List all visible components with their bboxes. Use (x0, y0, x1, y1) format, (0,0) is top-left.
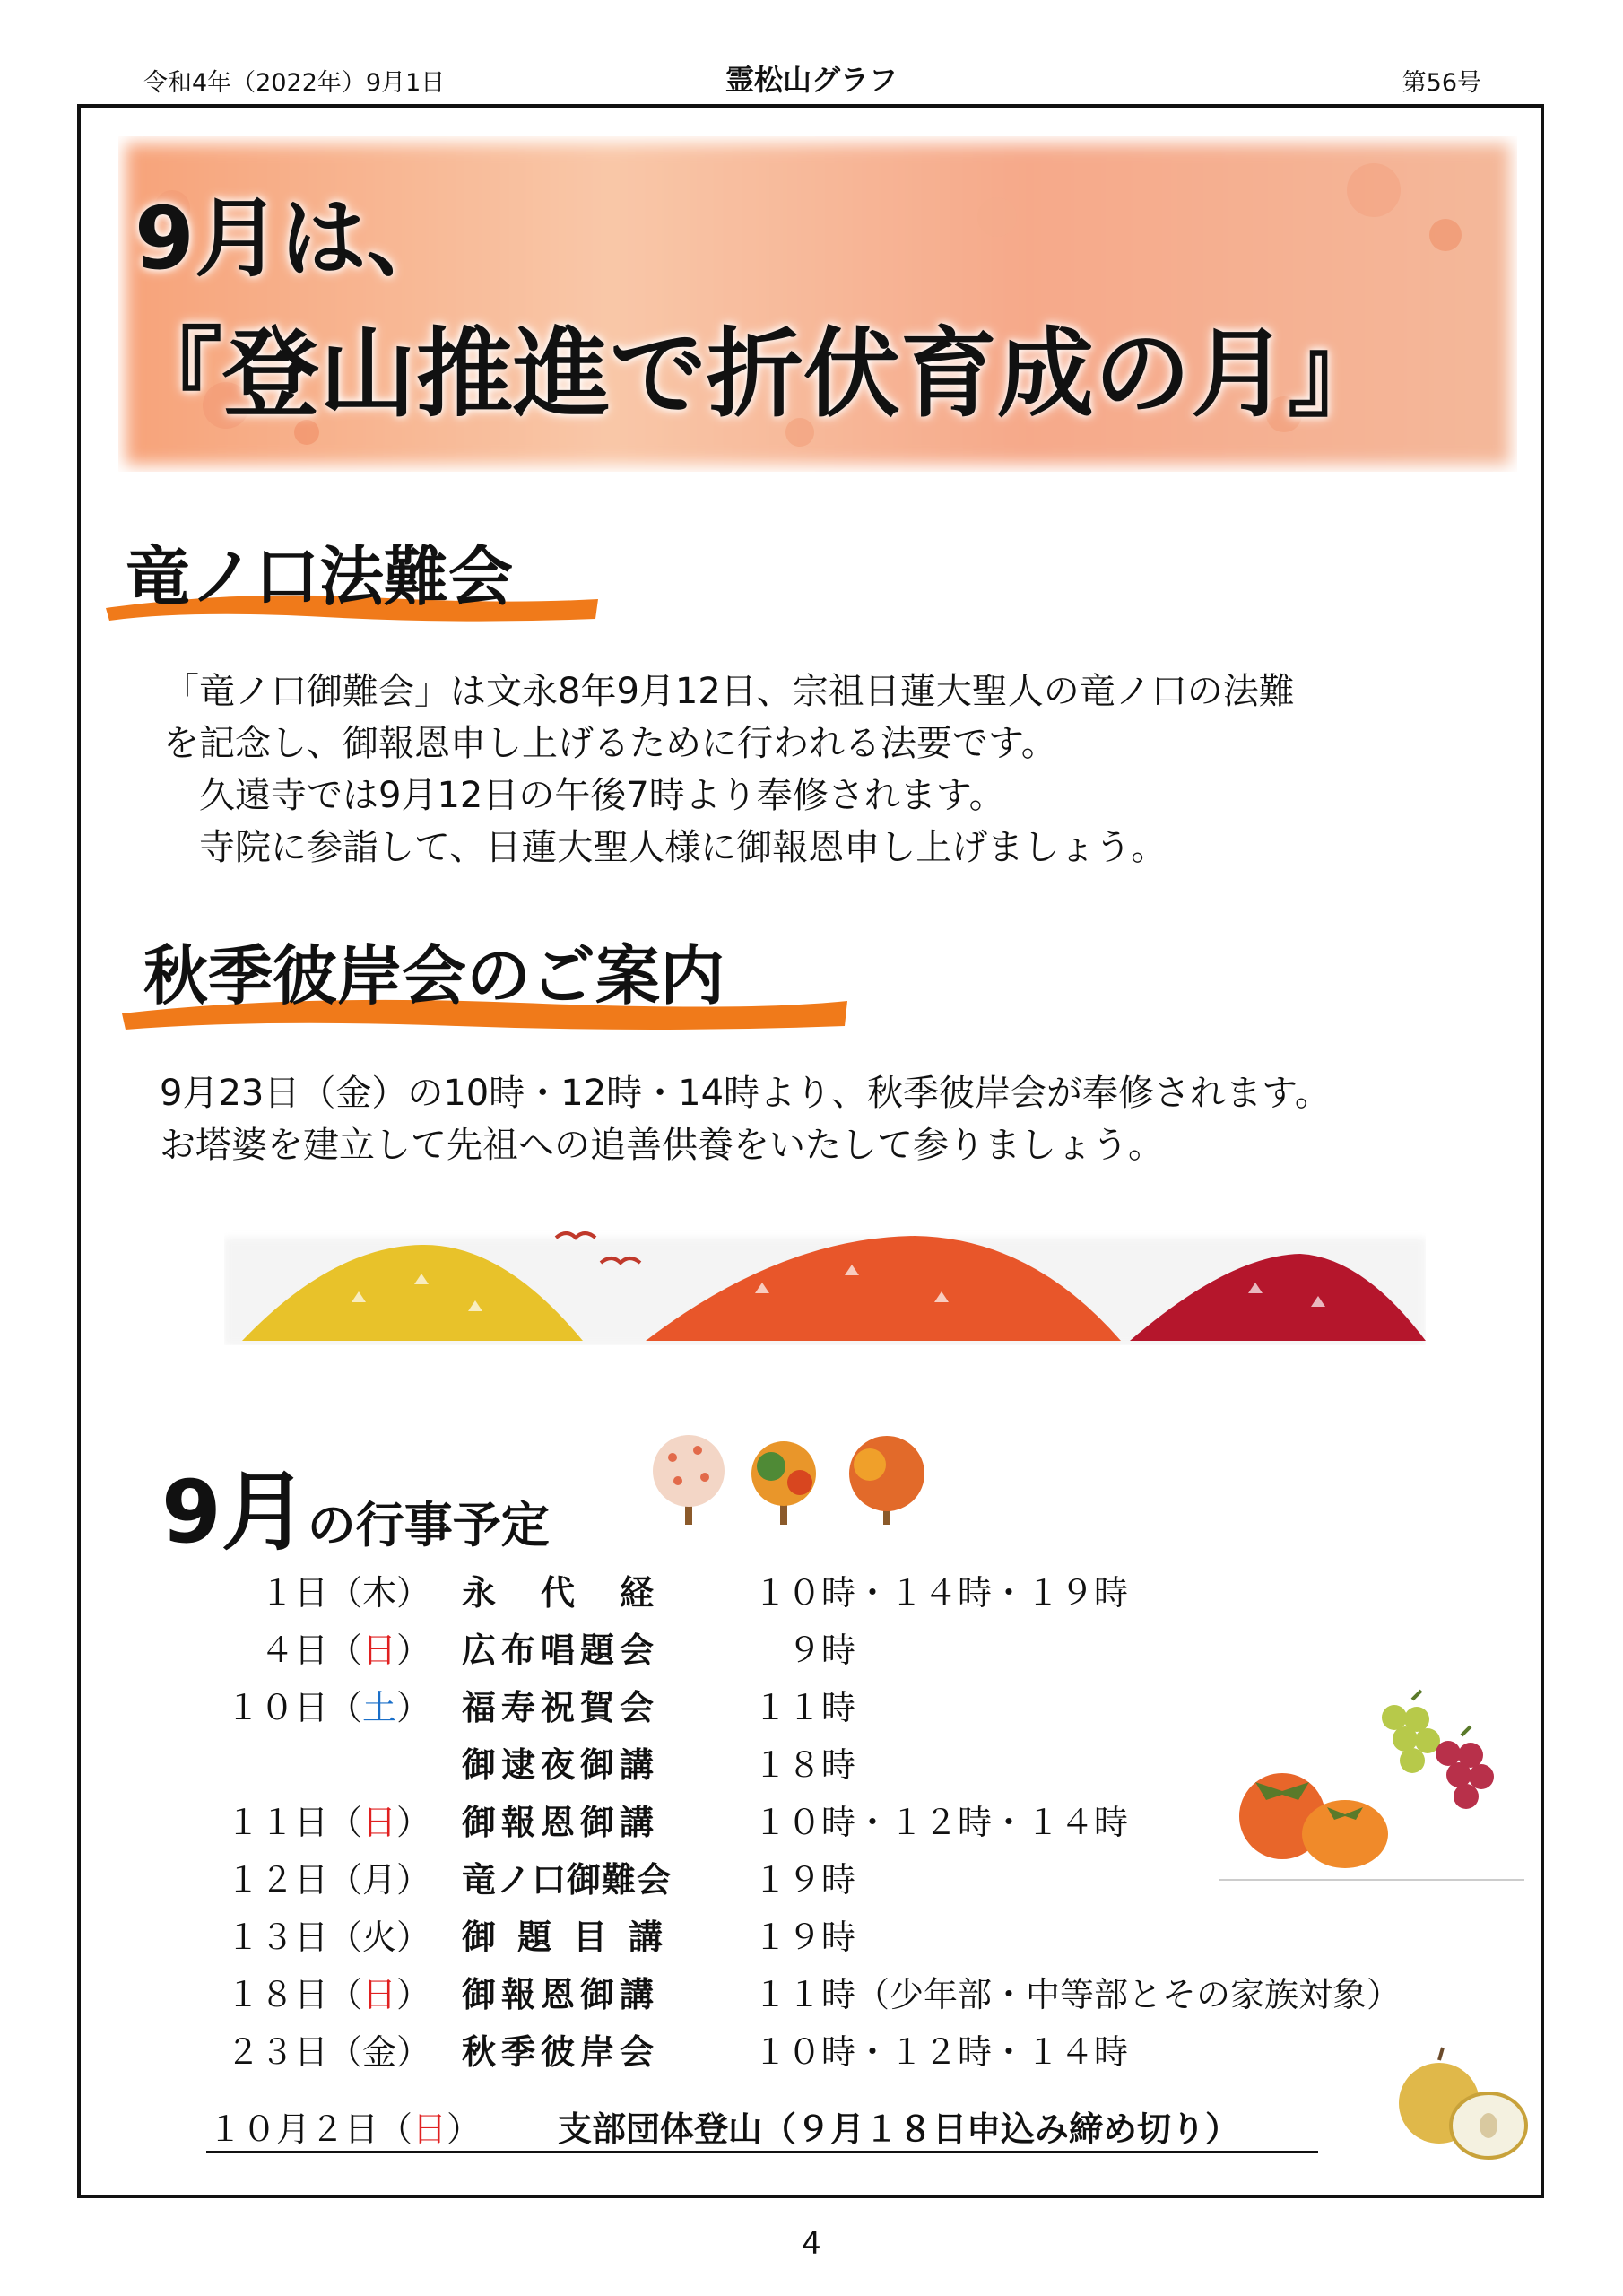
section-heading-higan: 秋季彼岸会のご案内 (143, 938, 725, 1013)
banner-title-line1: 9月は、 (135, 188, 453, 289)
event-time: １０時・１２時・１４時 (753, 1803, 1129, 1842)
event-date: １２日（月） (225, 1860, 430, 1900)
fruit-divider (1219, 1879, 1524, 1881)
pear-icon (1385, 2040, 1538, 2166)
event-time: １０時・１２時・１４時 (753, 2032, 1129, 2072)
text-line: 久遠寺では9月12日の午後7時より奉修されます。 (163, 775, 1005, 816)
event-date: １１日（日） (225, 1803, 430, 1842)
text-line: お塔婆を建立して先祖への追善供養をいたして参りましょう。 (160, 1125, 1164, 1166)
schedule-title (161, 1444, 550, 1567)
text-line: を記念し、御報恩申し上げるために行われる法要です。 (163, 723, 1057, 764)
banner-title-line2: 『登山推進で折伏育成の月』 (126, 318, 1385, 430)
event-time: １８時 (753, 1745, 856, 1785)
underline-divider (206, 2151, 1318, 2153)
schedule-title-label: の行事予定 (307, 1497, 550, 1553)
event-name: 広布唱題会 (462, 1631, 660, 1670)
section2-paragraph (160, 1067, 1331, 1171)
persimmon-icon (1219, 1682, 1524, 1879)
autumn-tree-icon (646, 1431, 942, 1529)
mountains-illustration (224, 1211, 1426, 1345)
event-date: １８日（日） (225, 1975, 430, 2014)
event-time: １９時 (753, 1918, 856, 1957)
event-name: 福寿祝賀会 (462, 1688, 660, 1727)
event-time: １１時 (753, 1688, 856, 1727)
text-line: 「竜ノ口御難会」は文永8年9月12日、宗祖日蓮大聖人の竜ノ口の法難 (163, 671, 1295, 712)
event-date: １３日（火） (225, 1918, 430, 1957)
issue-date: 令和4年（2022年）9月1日 (143, 69, 446, 97)
event-name: 御題目講 (462, 1918, 685, 1957)
grapes-icon (1382, 1691, 1494, 1809)
issue-number: 第56号 (1402, 69, 1481, 97)
text-line: 9月23日（金）の10時・12時・14時より、秋季彼岸会が奉修されます。 (160, 1073, 1331, 1114)
event-name: 永 代 経 (462, 1573, 660, 1613)
event-name: 御報恩御講 (462, 1803, 660, 1842)
event-name: 支部団体登山（９月１８日申込み締め切り） (558, 2109, 1240, 2149)
event-time: １０時・１４時・１９時 (753, 1573, 1129, 1613)
event-date: ２３日（金） (225, 2032, 430, 2072)
event-time: １９時 (753, 1860, 856, 1900)
event-date: ４日（日） (259, 1631, 430, 1670)
schedule-title-month: 9月 (161, 1462, 308, 1562)
text-line: 寺院に参詣して、日蓮大聖人様に御報恩申し上げましょう。 (163, 827, 1167, 868)
event-name: 竜ノ口御難会 (462, 1860, 673, 1900)
event-time: ９時 (753, 1631, 856, 1670)
event-date: １０月２日（日） (208, 2109, 482, 2149)
page-number: 4 (802, 2226, 821, 2262)
event-name: 御報恩御講 (462, 1975, 660, 2014)
event-name: 秋季彼岸会 (462, 2032, 660, 2072)
event-date: １０日（土） (225, 1688, 430, 1727)
section-heading-tatsunokuchi: 竜ノ口法難会 (126, 539, 514, 614)
section1-paragraph (163, 665, 1295, 874)
event-time: １１時（少年部・中等部とその家族対象） (753, 1975, 1402, 2014)
newsletter-title: 霊松山グラフ (725, 63, 898, 97)
event-date: １日（木） (259, 1573, 430, 1613)
event-name: 御逮夜御講 (462, 1745, 660, 1785)
